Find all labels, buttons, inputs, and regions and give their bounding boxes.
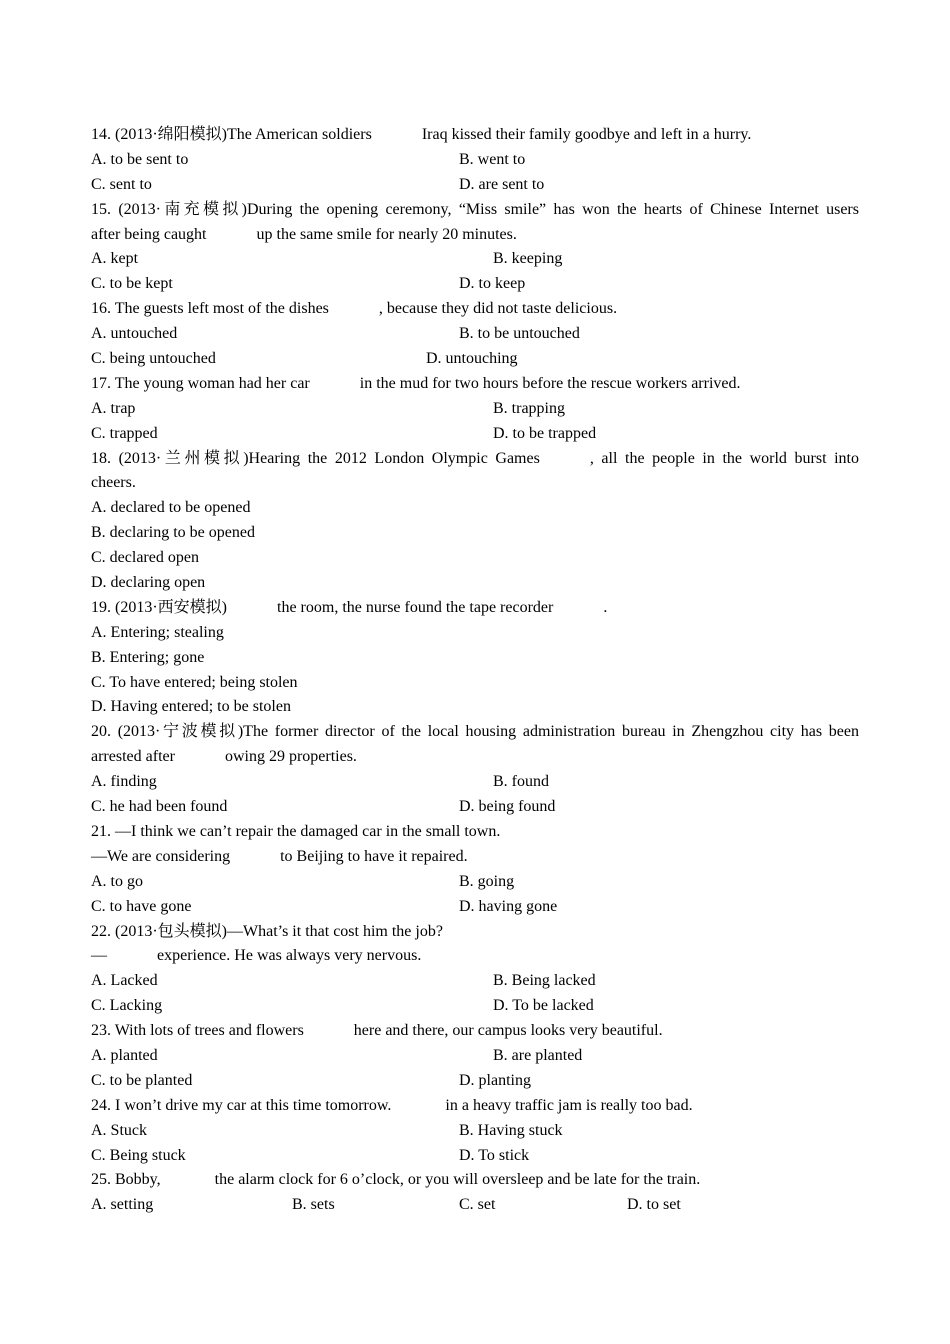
- question-text: 24. I won’t drive my car at this time tomorrow.: [91, 1096, 392, 1114]
- question-22-stem-line-2: [91, 944, 859, 969]
- question-21-stem-line-2: [91, 845, 859, 870]
- question-23-stem: [91, 1019, 859, 1044]
- question-text: owing 29 properties.: [224, 748, 357, 766]
- question-15-stem-line-2: [91, 223, 859, 248]
- question-14-options-row-1: [91, 148, 859, 173]
- option-c: C. set: [459, 1196, 496, 1214]
- question-text: arrested after: [91, 748, 175, 766]
- question-15-options-row-2: [91, 272, 859, 297]
- question-text: 25. Bobby,: [91, 1171, 161, 1189]
- question-text: after being caught: [91, 225, 207, 243]
- option-c: C. being untouched: [91, 350, 216, 368]
- question-text: —: [91, 947, 107, 965]
- question-16-stem: [91, 297, 859, 322]
- option-c: C. To have entered; being stolen: [91, 673, 298, 691]
- option-b: B. Having stuck: [459, 1121, 563, 1139]
- option-d: D. planting: [459, 1071, 531, 1089]
- option-d: D. to keep: [459, 275, 526, 293]
- question-text: here and there, our campus looks very beautiful.: [353, 1022, 663, 1040]
- option-b: B. Entering; gone: [91, 648, 205, 666]
- option-d: D. to be trapped: [493, 424, 597, 442]
- question-list: [91, 123, 859, 1218]
- option-a: A. declared to be opened: [91, 499, 251, 517]
- option-a: A. to go: [91, 872, 143, 890]
- option-a: A. kept: [91, 250, 139, 268]
- question-15-stem-line-1: [91, 198, 859, 223]
- question-text: 16. The guests left most of the dishes: [91, 300, 329, 318]
- question-24-options-row-1: [91, 1119, 859, 1144]
- question-21-stem-line-1: [91, 820, 859, 845]
- option-b: B. Being lacked: [493, 972, 596, 990]
- option-c: C. Lacking: [91, 997, 163, 1015]
- option-c: C. he had been found: [91, 798, 228, 816]
- option-c: C. to be planted: [91, 1071, 193, 1089]
- question-text: , because they did not taste delicious.: [378, 300, 618, 318]
- question-text: 21. —I think we can’t repair the damaged car in the small town.: [91, 822, 501, 840]
- question-text: the room, the nurse found the tape recorder: [277, 598, 554, 616]
- option-c: C. Being stuck: [91, 1146, 186, 1164]
- question-19-stem: [91, 596, 859, 621]
- option-d: D. untouching: [426, 350, 518, 368]
- option-d: D. Having entered; to be stolen: [91, 698, 291, 716]
- question-20-stem-line-2: [91, 745, 859, 770]
- question-text: the alarm clock for 6 o’clock, or you will oversleep and be late for the train.: [214, 1171, 701, 1189]
- question-text: 19. (2013·西安模拟): [91, 598, 227, 616]
- option-d: D. To stick: [459, 1146, 530, 1164]
- option-b: B. went to: [459, 150, 526, 168]
- question-22-options-row-2: [91, 994, 859, 1019]
- option-b: B. keeping: [493, 250, 563, 268]
- option-c: C. to have gone: [91, 897, 192, 915]
- question-text: 22. (2013·包头模拟)—What’s it that cost him the job?: [91, 922, 443, 940]
- option-a: A. planted: [91, 1046, 158, 1064]
- question-text: up the same smile for nearly 20 minutes.: [256, 225, 517, 243]
- question-21-options-row-1: [91, 870, 859, 895]
- option-b: B. going: [459, 872, 515, 890]
- question-text: 18. (2013·兰州模拟)Hearing the 2012 London Olympic Games: [91, 449, 540, 467]
- question-text: Iraq kissed their family goodbye and left in a hurry.: [421, 126, 752, 143]
- question-text: 14. (2013·绵阳模拟)The American soldiers: [91, 126, 372, 143]
- option-d: D. To be lacked: [493, 997, 594, 1015]
- option-b: B. are planted: [493, 1046, 583, 1064]
- option-b: B. trapping: [493, 399, 565, 417]
- question-text: 20. (2013·宁波模拟)The former director of the local housing administration bureau in Zhengzhou city has been: [91, 723, 859, 741]
- question-text: 15. (2013·南充模拟)During the opening ceremony, “Miss smile” has won the hearts of Chinese Internet users: [91, 200, 859, 218]
- question-25-options-row: [91, 1193, 859, 1218]
- question-22-stem-line-1: [91, 920, 859, 945]
- question-18-stem-line-2: [91, 471, 859, 496]
- question-text: .: [603, 598, 608, 616]
- option-b: B. found: [493, 773, 549, 791]
- option-d: D. being found: [459, 798, 556, 816]
- question-22-options-row-1: [91, 969, 859, 994]
- option-c: C. sent to: [91, 175, 152, 193]
- option-a: A. Entering; stealing: [91, 623, 224, 641]
- option-b: B. sets: [292, 1196, 335, 1214]
- option-a: A. untouched: [91, 325, 178, 343]
- question-17-options-row-1: [91, 397, 859, 422]
- question-24-stem: [91, 1094, 859, 1119]
- option-d: D. to set: [627, 1196, 681, 1214]
- question-text: in a heavy traffic jam is really too bad.: [445, 1096, 693, 1114]
- question-text: experience. He was always very nervous.: [157, 947, 422, 965]
- question-17-stem: [91, 372, 859, 397]
- option-a: A. to be sent to: [91, 150, 189, 168]
- question-23-options-row-2: [91, 1069, 859, 1094]
- question-text: , all the people in the world burst into: [589, 449, 859, 467]
- option-d: D. having gone: [459, 897, 558, 915]
- option-a: A. trap: [91, 399, 136, 417]
- option-c: C. to be kept: [91, 275, 173, 293]
- question-text: in the mud for two hours before the rescue workers arrived.: [359, 374, 741, 392]
- question-text: 23. With lots of trees and flowers: [91, 1022, 304, 1040]
- option-d: D. declaring open: [91, 574, 206, 592]
- option-c: C. declared open: [91, 549, 199, 567]
- question-16-options-row-2: [91, 347, 859, 372]
- question-25-stem: [91, 1168, 859, 1193]
- question-20-stem-line-1: [91, 720, 859, 745]
- question-15-options-row-1: [91, 247, 859, 272]
- question-text: cheers.: [91, 474, 136, 492]
- option-c: C. trapped: [91, 424, 158, 442]
- question-20-options-row-1: [91, 770, 859, 795]
- option-a: A. Stuck: [91, 1121, 147, 1139]
- option-b: B. to be untouched: [459, 325, 580, 343]
- question-14-options-row-2: [91, 173, 859, 198]
- question-18-stem-line-1: [91, 447, 859, 472]
- question-14-stem: [91, 123, 859, 148]
- question-text: to Beijing to have it repaired.: [280, 847, 468, 865]
- question-text: 17. The young woman had her car: [91, 374, 310, 392]
- option-a: A. setting: [91, 1196, 154, 1214]
- question-23-options-row-1: [91, 1044, 859, 1069]
- question-21-options-row-2: [91, 895, 859, 920]
- option-b: B. declaring to be opened: [91, 524, 255, 542]
- option-d: D. are sent to: [459, 175, 545, 193]
- question-text: —We are considering: [91, 847, 231, 865]
- question-24-options-row-2: [91, 1144, 859, 1169]
- question-17-options-row-2: [91, 422, 859, 447]
- question-20-options-row-2: [91, 795, 859, 820]
- question-16-options-row-1: [91, 322, 859, 347]
- option-a: A. Lacked: [91, 972, 158, 990]
- option-a: A. finding: [91, 773, 157, 791]
